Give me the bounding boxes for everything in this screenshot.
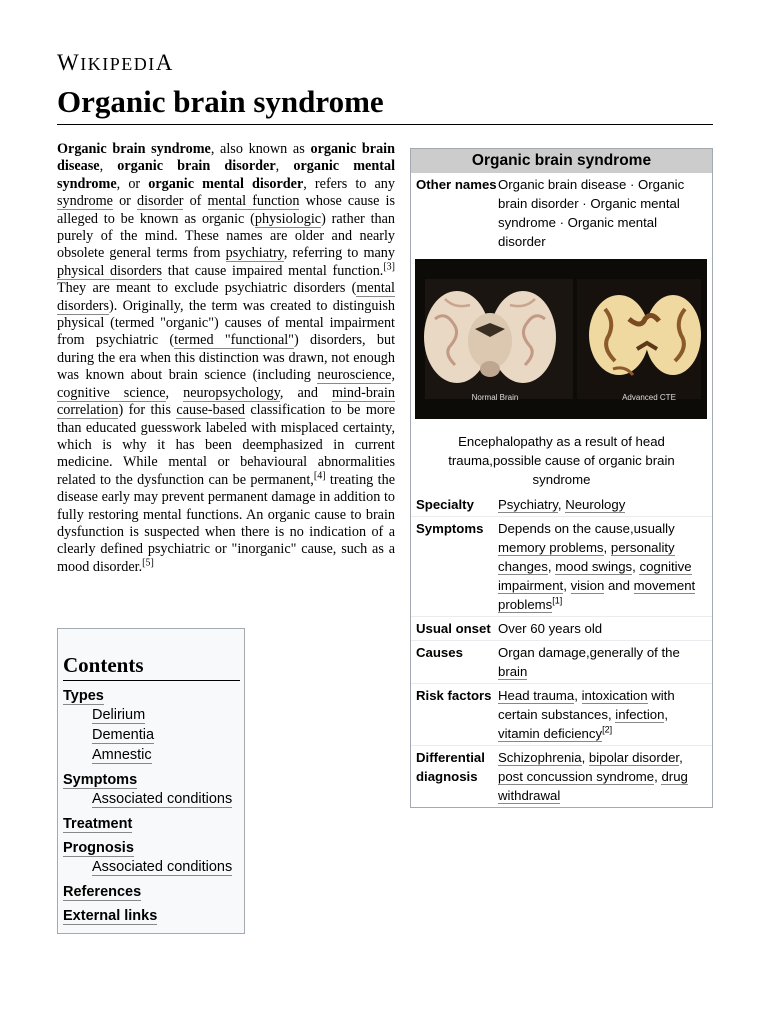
toc-link[interactable]: Associated conditions [92, 859, 233, 875]
infobox-link[interactable]: vision [570, 578, 605, 593]
infobox-text: , [557, 497, 566, 512]
infobox-link[interactable]: vitamin deficiency [498, 726, 603, 741]
toc-item [63, 839, 240, 857]
toc-link[interactable]: External links [63, 908, 158, 924]
intro-link[interactable]: cause-based [176, 402, 245, 419]
intro-text: , [165, 384, 184, 401]
infobox-link[interactable]: drug withdrawal [498, 769, 688, 803]
intro-citation[interactable]: [5] [142, 557, 154, 569]
intro-bold-term: Organic brain syndrome [57, 141, 211, 157]
toc-link[interactable]: Delirium [92, 707, 146, 723]
intro-citation[interactable]: [4] [313, 469, 326, 481]
toc-link[interactable]: Associated conditions [92, 791, 233, 807]
intro-text: treating the disease early may prevent permanent damage in addition to fully restoring mental functions. An organic cause to brain dysfunction is suspected when there is no indication of a clearly defined psychiatric or "inorganic" cause, such as a mood disorder. [57, 471, 395, 575]
intro-link[interactable]: syndrome [57, 193, 113, 210]
infobox-row [411, 640, 712, 683]
intro-text: ) disorders, but during the era when this distinction was drawn, not enough was known about brain science (including [57, 332, 396, 384]
toc-link[interactable]: Prognosis [63, 840, 134, 856]
infobox-text: , [547, 559, 556, 574]
infobox-rows [411, 493, 712, 807]
infobox-label: Risk factors [416, 688, 492, 703]
page-title: Organic brain syndrome [57, 84, 713, 125]
infobox-label: Other names [416, 177, 497, 192]
toc-item [63, 725, 240, 745]
infobox-text: Over 60 years old [498, 621, 603, 636]
infobox-link[interactable]: intoxication [581, 688, 648, 703]
toc-link[interactable]: Symptoms [63, 772, 138, 788]
infobox-title: Organic brain syndrome [411, 149, 712, 173]
intro-text: classification to be more than educated guesswork labeled with misplaced certainty, which is why it has been deemphasized in current medicine. While mental or behavioural abnormalities related to the dysfunction can be permanent, [57, 402, 395, 488]
intro-text: , referring to many [283, 245, 395, 262]
intro-link[interactable]: termed "functional" [174, 332, 294, 349]
intro-text: ). Originally, the term was created to distinguish physical (termed "organic") causes of mental impairment from psychiatric ( [57, 297, 395, 349]
infobox-value [498, 686, 708, 743]
toc-title: Contents [63, 653, 240, 681]
infobox-text: and [604, 578, 634, 593]
normal-brain-label: Normal Brain [471, 393, 519, 402]
intro-bold-term: organic brain disease [57, 141, 395, 175]
intro-text: , [391, 367, 395, 384]
infobox-row [411, 493, 712, 516]
intro-link[interactable]: mind-brain correlation [57, 384, 395, 419]
toc-link[interactable]: Amnestic [92, 747, 152, 763]
toc-item [63, 687, 240, 705]
intro-text: of [183, 193, 208, 210]
toc-item [63, 789, 240, 809]
toc-item [63, 815, 240, 833]
toc-item [63, 705, 240, 725]
infobox-link[interactable]: personality changes [498, 540, 675, 574]
infobox-row [411, 516, 712, 616]
intro-link[interactable]: psychiatry [225, 245, 284, 262]
infobox-value: Organic brain disease · Organic brain disorder · Organic mental syndrome · Organic mental disorder [498, 177, 685, 249]
infobox-text: , [574, 688, 582, 703]
infobox-label: Causes [416, 645, 463, 660]
intro-link[interactable]: physical disorders [57, 262, 163, 279]
intro-paragraph [57, 141, 395, 576]
toc-list [63, 687, 240, 925]
infobox-link[interactable]: mood swings [555, 559, 633, 574]
intro-link[interactable]: disorder [136, 193, 184, 210]
intro-link[interactable]: mental disorders [57, 280, 395, 314]
infobox-row [411, 616, 712, 640]
intro-link[interactable]: neuroscience [317, 367, 392, 384]
toc-link[interactable]: Dementia [92, 727, 155, 743]
infobox-link[interactable]: infection [615, 707, 665, 722]
infobox-link[interactable]: Neurology [565, 497, 626, 512]
infobox-value [498, 748, 708, 805]
infobox-row-other-names [411, 173, 712, 253]
intro-bold-term: organic mental disorder [148, 175, 304, 192]
intro-text: , or [116, 175, 149, 192]
toc-item [63, 745, 240, 765]
intro-text: ) rather than purely of the mind. These names are older and nearly obsolete general terms from [57, 210, 395, 262]
infobox-image[interactable] [411, 253, 712, 428]
intro-link[interactable]: neuropsychology [183, 384, 280, 401]
intro-text: , [99, 158, 118, 175]
infobox-value [498, 619, 708, 638]
toc-link[interactable]: Treatment [63, 816, 133, 832]
intro-text: , and [279, 384, 332, 401]
intro-text: , [275, 158, 294, 175]
infobox-text: Depends on the cause,usually [498, 521, 675, 536]
toc-item [63, 883, 240, 901]
infobox-link[interactable]: bipolar disorder [588, 750, 680, 765]
intro-text: ) for this [118, 402, 177, 419]
infobox-value [498, 495, 708, 514]
intro-link[interactable]: mental function [207, 193, 300, 210]
toc-link[interactable]: Types [63, 688, 104, 704]
infobox-link[interactable]: Schizophrenia [498, 750, 582, 765]
infobox [410, 148, 713, 808]
infobox-link[interactable]: movement problems [498, 578, 696, 612]
wikipedia-logo[interactable] [57, 50, 174, 76]
infobox-label: Specialty [416, 497, 474, 512]
toc-link[interactable]: References [63, 884, 142, 900]
wikipedia-logo-text: WIKIPEDIA [57, 50, 174, 75]
infobox-label: Differential diagnosis [416, 750, 485, 784]
infobox-value [498, 519, 708, 614]
infobox-text: , [603, 540, 611, 555]
infobox-link[interactable]: cognitive impairment [498, 559, 692, 593]
infobox-image-caption: Encephalopathy as a result of head trauma,possible cause of organic brain syndrome [448, 434, 675, 487]
intro-text: , refers to any [303, 175, 395, 192]
infobox-text: , [679, 750, 683, 765]
infobox-link[interactable]: Psychiatry [498, 497, 558, 512]
infobox-value [498, 643, 708, 681]
infobox-link[interactable]: Head trauma [498, 688, 575, 703]
intro-link[interactable]: physiologic [254, 210, 322, 227]
table-of-contents [57, 628, 245, 934]
infobox-text: , [664, 707, 669, 722]
toc-item [63, 907, 240, 925]
infobox-text: , [654, 769, 662, 784]
intro-text: , also known as [210, 141, 311, 157]
brain-comparison-image[interactable] [415, 259, 707, 419]
infobox-text: , [563, 578, 571, 593]
infobox-text: with certain substances, [498, 688, 675, 722]
infobox-text: , [581, 750, 589, 765]
infobox-text: Organ damage,generally of the [498, 645, 680, 660]
infobox-row [411, 683, 712, 745]
intro-text: whose cause is alleged to be known as organic ( [57, 193, 395, 227]
intro-bold-term: organic brain disorder [117, 158, 276, 175]
toc-item [63, 771, 240, 789]
infobox-link[interactable]: post concussion syndrome [498, 769, 655, 784]
intro-text: that cause impaired mental function. [162, 262, 384, 279]
infobox-row [411, 745, 712, 807]
infobox-text: , [632, 559, 640, 574]
intro-citation[interactable]: [3] [383, 261, 396, 273]
cte-brain-label: Advanced CTE [622, 393, 676, 402]
intro-bold-term: organic mental syndrome [57, 158, 396, 192]
infobox-citation[interactable]: [2] [602, 724, 613, 735]
intro-text: or [112, 193, 137, 210]
infobox-label: Symptoms [416, 521, 484, 536]
intro-text: They are meant to exclude psychiatric disorders ( [57, 280, 357, 297]
intro-link[interactable]: cognitive science [57, 384, 166, 401]
infobox-citation[interactable]: [1] [552, 595, 563, 606]
infobox-link[interactable]: memory problems [498, 540, 604, 555]
toc-item [63, 857, 240, 877]
infobox-label: Usual onset [416, 621, 491, 636]
infobox-link[interactable]: brain [498, 664, 528, 679]
